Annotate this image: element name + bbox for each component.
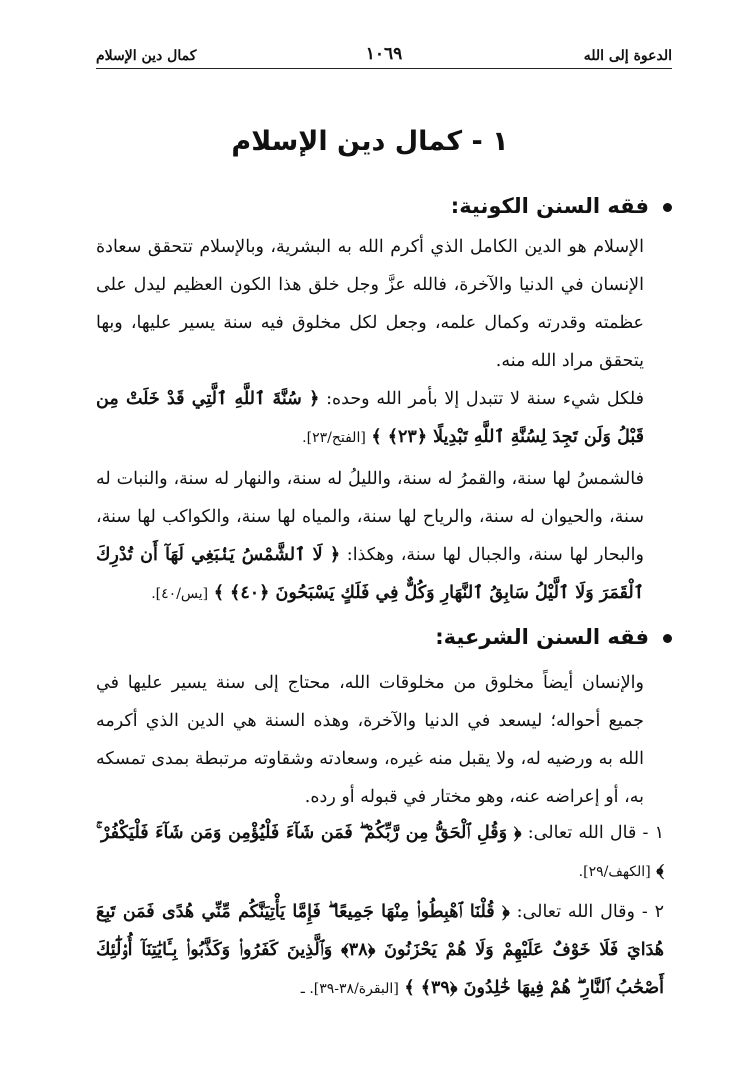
item-text: ٢ - وقال الله تعالى: <box>516 902 664 922</box>
numbered-item <box>96 893 664 1008</box>
quran-verse: ﴿ لَا ٱلشَّمْسُ يَنۢبَغِي لَهَآ أَن تُدْرِكَ ٱلْقَمَرَ وَلَا ٱلَّيْلُ سَابِقُ ٱلنَّهَارِ وَكُلٌّ فِي فَلَكٍ يَسْبَحُونَ ﴿٤٠﴾ ﴾ <box>96 545 644 603</box>
paragraph: والإنسان أيضاً مخلوق من مخلوقات الله، محتاج إلى سنة يسير عليها في جميع أحواله؛ ليسعد في الدنيا والآخرة، وهذه السنة هي الدين الذي أكرمه الله به ورضيه له، ولا يقبل منه غيره، وسعادته وشقاوته مرتبطة بمدى تمسكه به، أو إعراضه عنه، وهو مختار في قبوله أو رده. <box>96 673 644 807</box>
paragraph-text: فالشمسُ لها سنة، والقمرُ له سنة، والليلُ له سنة، والنهار له سنة، والنبات له سنة، والحيوان له سنة، والرياح لها سنة، والمياه لها سنة، والكواكب لها سنة، والبحار لها سنة، والجبال لها سنة، وهكذا: <box>96 469 644 565</box>
subheading-cosmic-laws <box>451 194 672 218</box>
verse-reference: [يس/٤٠]. <box>151 586 209 602</box>
section-title: ١ - كمال دين الإسلام <box>231 126 509 157</box>
subheading-text: فقه السنن الشرعية: <box>435 625 649 649</box>
paragraph: الإسلام هو الدين الكامل الذي أكرم الله به البشرية، وبالإسلام تتحقق سعادة الإنسان في الدنيا والآخرة، فالله عزَّ وجل خلق هذا الكون العظيم ليدل على عظمته وقدرته وكمال علمه، وجعل لكل مخلوق فيه سنة يسير عليها، وبها يتحقق مراد الله منه. <box>96 237 644 371</box>
quran-verse: ﴿ قُلْنَا ٱهْبِطُوا۟ مِنْهَا جَمِيعًا ۖ فَإِمَّا يَأْتِيَنَّكُم مِّنِّي هُدًى فَمَن تَبِعَ هُدَايَ فَلَا خَوْفٌ عَلَيْهِمْ وَلَا هُمْ يَحْزَنُونَ ﴿٣٨﴾ وَٱلَّذِينَ كَفَرُوا۟ وَكَذَّبُوا۟ بِـَٔايَٰتِنَآ أُو۟لَٰٓئِكَ أَصْحَٰبُ ٱلنَّارِ ۖ هُمْ فِيهَا خَٰلِدُونَ ﴿٣٩﴾ ﴾ <box>96 902 664 998</box>
bullet-icon <box>663 203 672 212</box>
quran-verse: ﴿ سُنَّةَ ٱللَّهِ ٱلَّتِي قَدْ خَلَتْ مِن قَبْلُ وَلَن تَجِدَ لِسُنَّةِ ٱللَّهِ تَبْدِيلًا ﴿٢٣﴾ ﴾ <box>96 389 644 447</box>
paragraph-with-verse <box>96 460 644 613</box>
header-chapter-title: كمال دين الإسلام <box>96 48 197 64</box>
subheading-legal-laws <box>435 625 672 649</box>
verse-reference: [الكهف/٢٩]. <box>578 864 651 880</box>
paragraph-with-verse <box>96 380 644 457</box>
subheading-text: فقه السنن الكونية: <box>450 194 649 218</box>
header-book-title: الدعوة إلى الله <box>583 48 672 64</box>
numbered-item <box>96 814 664 891</box>
item-text: ١ - قال الله تعالى: <box>527 823 664 843</box>
verse-reference: [البقرة/٣٨-٣٩]. ـ <box>300 981 399 997</box>
paragraph-text: فلكل شيء سنة لا تتبدل إلا بأمر الله وحده: <box>326 389 644 409</box>
page-number: ١٠٦٩ <box>365 44 403 64</box>
running-header <box>96 38 672 69</box>
quran-verse: ﴿ وَقُلِ ٱلْحَقُّ مِن رَّبِّكُمْ ۖ فَمَن شَآءَ فَلْيُؤْمِن وَمَن شَآءَ فَلْيَكْفُرْ ۚ ﴾ <box>96 823 664 881</box>
bullet-icon <box>663 634 672 643</box>
verse-reference: [الفتح/٢٣]. <box>302 430 366 446</box>
